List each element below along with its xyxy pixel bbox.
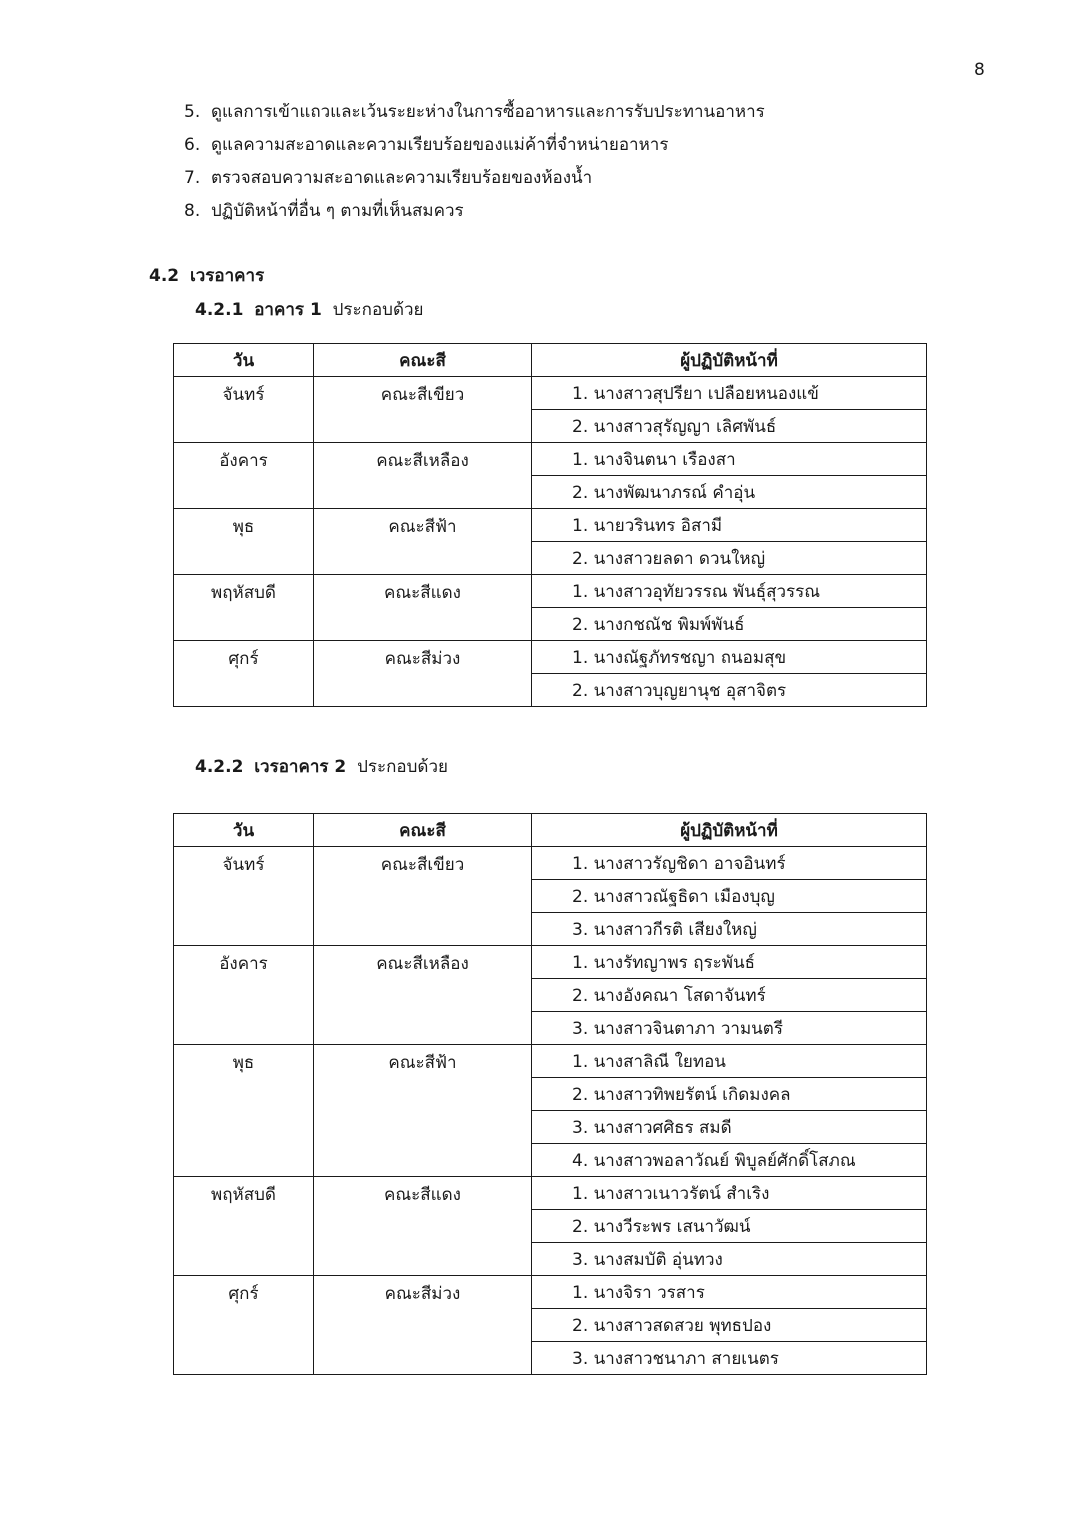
team-cell: คณะสีเขียว (314, 847, 532, 946)
table-row (174, 1045, 927, 1078)
page-number: 8 (974, 60, 985, 80)
header-staff: ผู้ปฏิบัติหน้าที่ (532, 344, 927, 377)
header-team: คณะสี (314, 344, 532, 377)
duty-list (184, 96, 765, 228)
team-cell: คณะสีแดง (314, 1177, 532, 1276)
day-cell: ศุกร์ (174, 1276, 314, 1375)
table-row (174, 575, 927, 608)
header-staff: ผู้ปฏิบัติหน้าที่ (532, 814, 927, 847)
staff-cell: 1. นางสาวอุทัยวรรณ พันธุ์สุวรรณ (532, 575, 927, 608)
day-cell: ศุกร์ (174, 641, 314, 707)
team-cell: คณะสีเขียว (314, 377, 532, 443)
day-cell: พฤหัสบดี (174, 575, 314, 641)
table-row (174, 509, 927, 542)
table-row (174, 1177, 927, 1210)
staff-cell: 2. นางอังคณา โสดาจันทร์ (532, 979, 927, 1012)
header-day: วัน (174, 344, 314, 377)
table-row (174, 377, 927, 410)
staff-cell: 3. นางสาวจินตาภา วามนตรี (532, 1012, 927, 1045)
staff-cell: 2. นางสาวบุญยานุช อุสาจิตร (532, 674, 927, 707)
staff-cell: 2. นางสาวสุรัญญา เลิศพันธ์ (532, 410, 927, 443)
table-row (174, 946, 927, 979)
building-1-roster-table (173, 343, 927, 707)
staff-cell: 1. นางรัทญาพร ฤระพันธ์ (532, 946, 927, 979)
staff-cell: 2. นางสาวณัฐธิดา เมืองบุญ (532, 880, 927, 913)
staff-cell: 2. นางสาวสดสวย พุทธปอง (532, 1309, 927, 1342)
table-row (174, 641, 927, 674)
staff-cell: 3. นางสาวชนาภา สายเนตร (532, 1342, 927, 1375)
list-item: 7. ตรวจสอบความสะอาดและความเรียบร้อยของห้องน้ำ (184, 168, 593, 188)
header-day: วัน (174, 814, 314, 847)
staff-cell: 1. นางสาวเนาวรัตน์ สำเริง (532, 1177, 927, 1210)
staff-cell: 2. นางกชณัช พิมพ์พันธ์ (532, 608, 927, 641)
staff-cell: 1. นางสาวสุปรียา เปลือยหนองแข้ (532, 377, 927, 410)
staff-cell: 3. นางสมบัติ อุ่นทวง (532, 1243, 927, 1276)
day-cell: อังคาร (174, 443, 314, 509)
list-item: 5. ดูแลการเข้าแถวและเว้นระยะห่างในการซื้ออาหารและการรับประทานอาหาร (184, 102, 765, 122)
team-cell: คณะสีม่วง (314, 1276, 532, 1375)
section-heading: 4.2 เวรอาคาร (149, 266, 265, 286)
staff-cell: 1. นางจินตนา เรืองสา (532, 443, 927, 476)
staff-cell: 3. นางสาวกีรติ เสียงใหญ่ (532, 913, 927, 946)
team-cell: คณะสีเหลือง (314, 443, 532, 509)
building-2-roster-table (173, 813, 927, 1375)
team-cell: คณะสีเหลือง (314, 946, 532, 1045)
day-cell: จันทร์ (174, 847, 314, 946)
team-cell: คณะสีแดง (314, 575, 532, 641)
staff-cell: 1. นางณัฐภัทรชญา ถนอมสุข (532, 641, 927, 674)
staff-cell: 2. นางวีระพร เสนาวัฒน์ (532, 1210, 927, 1243)
building-1-heading: 4.2.1 อาคาร 1 ประกอบด้วย (195, 300, 424, 320)
day-cell: พฤหัสบดี (174, 1177, 314, 1276)
table-row (174, 1276, 927, 1309)
staff-cell: 1. นางจิรา วรสาร (532, 1276, 927, 1309)
table-header-row (174, 344, 927, 377)
team-cell: คณะสีม่วง (314, 641, 532, 707)
list-item: 6. ดูแลความสะอาดและความเรียบร้อยของแม่ค้าที่จำหน่ายอาหาร (184, 135, 669, 155)
day-cell: จันทร์ (174, 377, 314, 443)
list-item: 8. ปฏิบัติหน้าที่อื่น ๆ ตามที่เห็นสมควร (184, 201, 464, 221)
day-cell: พุธ (174, 1045, 314, 1177)
team-cell: คณะสีฟ้า (314, 1045, 532, 1177)
day-cell: อังคาร (174, 946, 314, 1045)
staff-cell: 2. นางพัฒนาภรณ์ คำอุ่น (532, 476, 927, 509)
staff-cell: 1. นางสาวรัญชิดา อาจอินทร์ (532, 847, 927, 880)
table-row (174, 847, 927, 880)
table-row (174, 443, 927, 476)
staff-cell: 1. นางสาลิณี ใยทอน (532, 1045, 927, 1078)
staff-cell: 3. นางสาวศศิธร สมดี (532, 1111, 927, 1144)
building-2-heading: 4.2.2 เวรอาคาร 2 ประกอบด้วย (195, 757, 448, 777)
header-team: คณะสี (314, 814, 532, 847)
staff-cell: 1. นายวรินทร อิสามี (532, 509, 927, 542)
staff-cell: 2. นางสาวทิพยรัตน์ เกิดมงคล (532, 1078, 927, 1111)
day-cell: พุธ (174, 509, 314, 575)
staff-cell: 4. นางสาวพอลาวัณย์ พิบูลย์ศักดิ์โสภณ (532, 1144, 927, 1177)
team-cell: คณะสีฟ้า (314, 509, 532, 575)
staff-cell: 2. นางสาวยลดา ดวนใหญ่ (532, 542, 927, 575)
table-header-row (174, 814, 927, 847)
